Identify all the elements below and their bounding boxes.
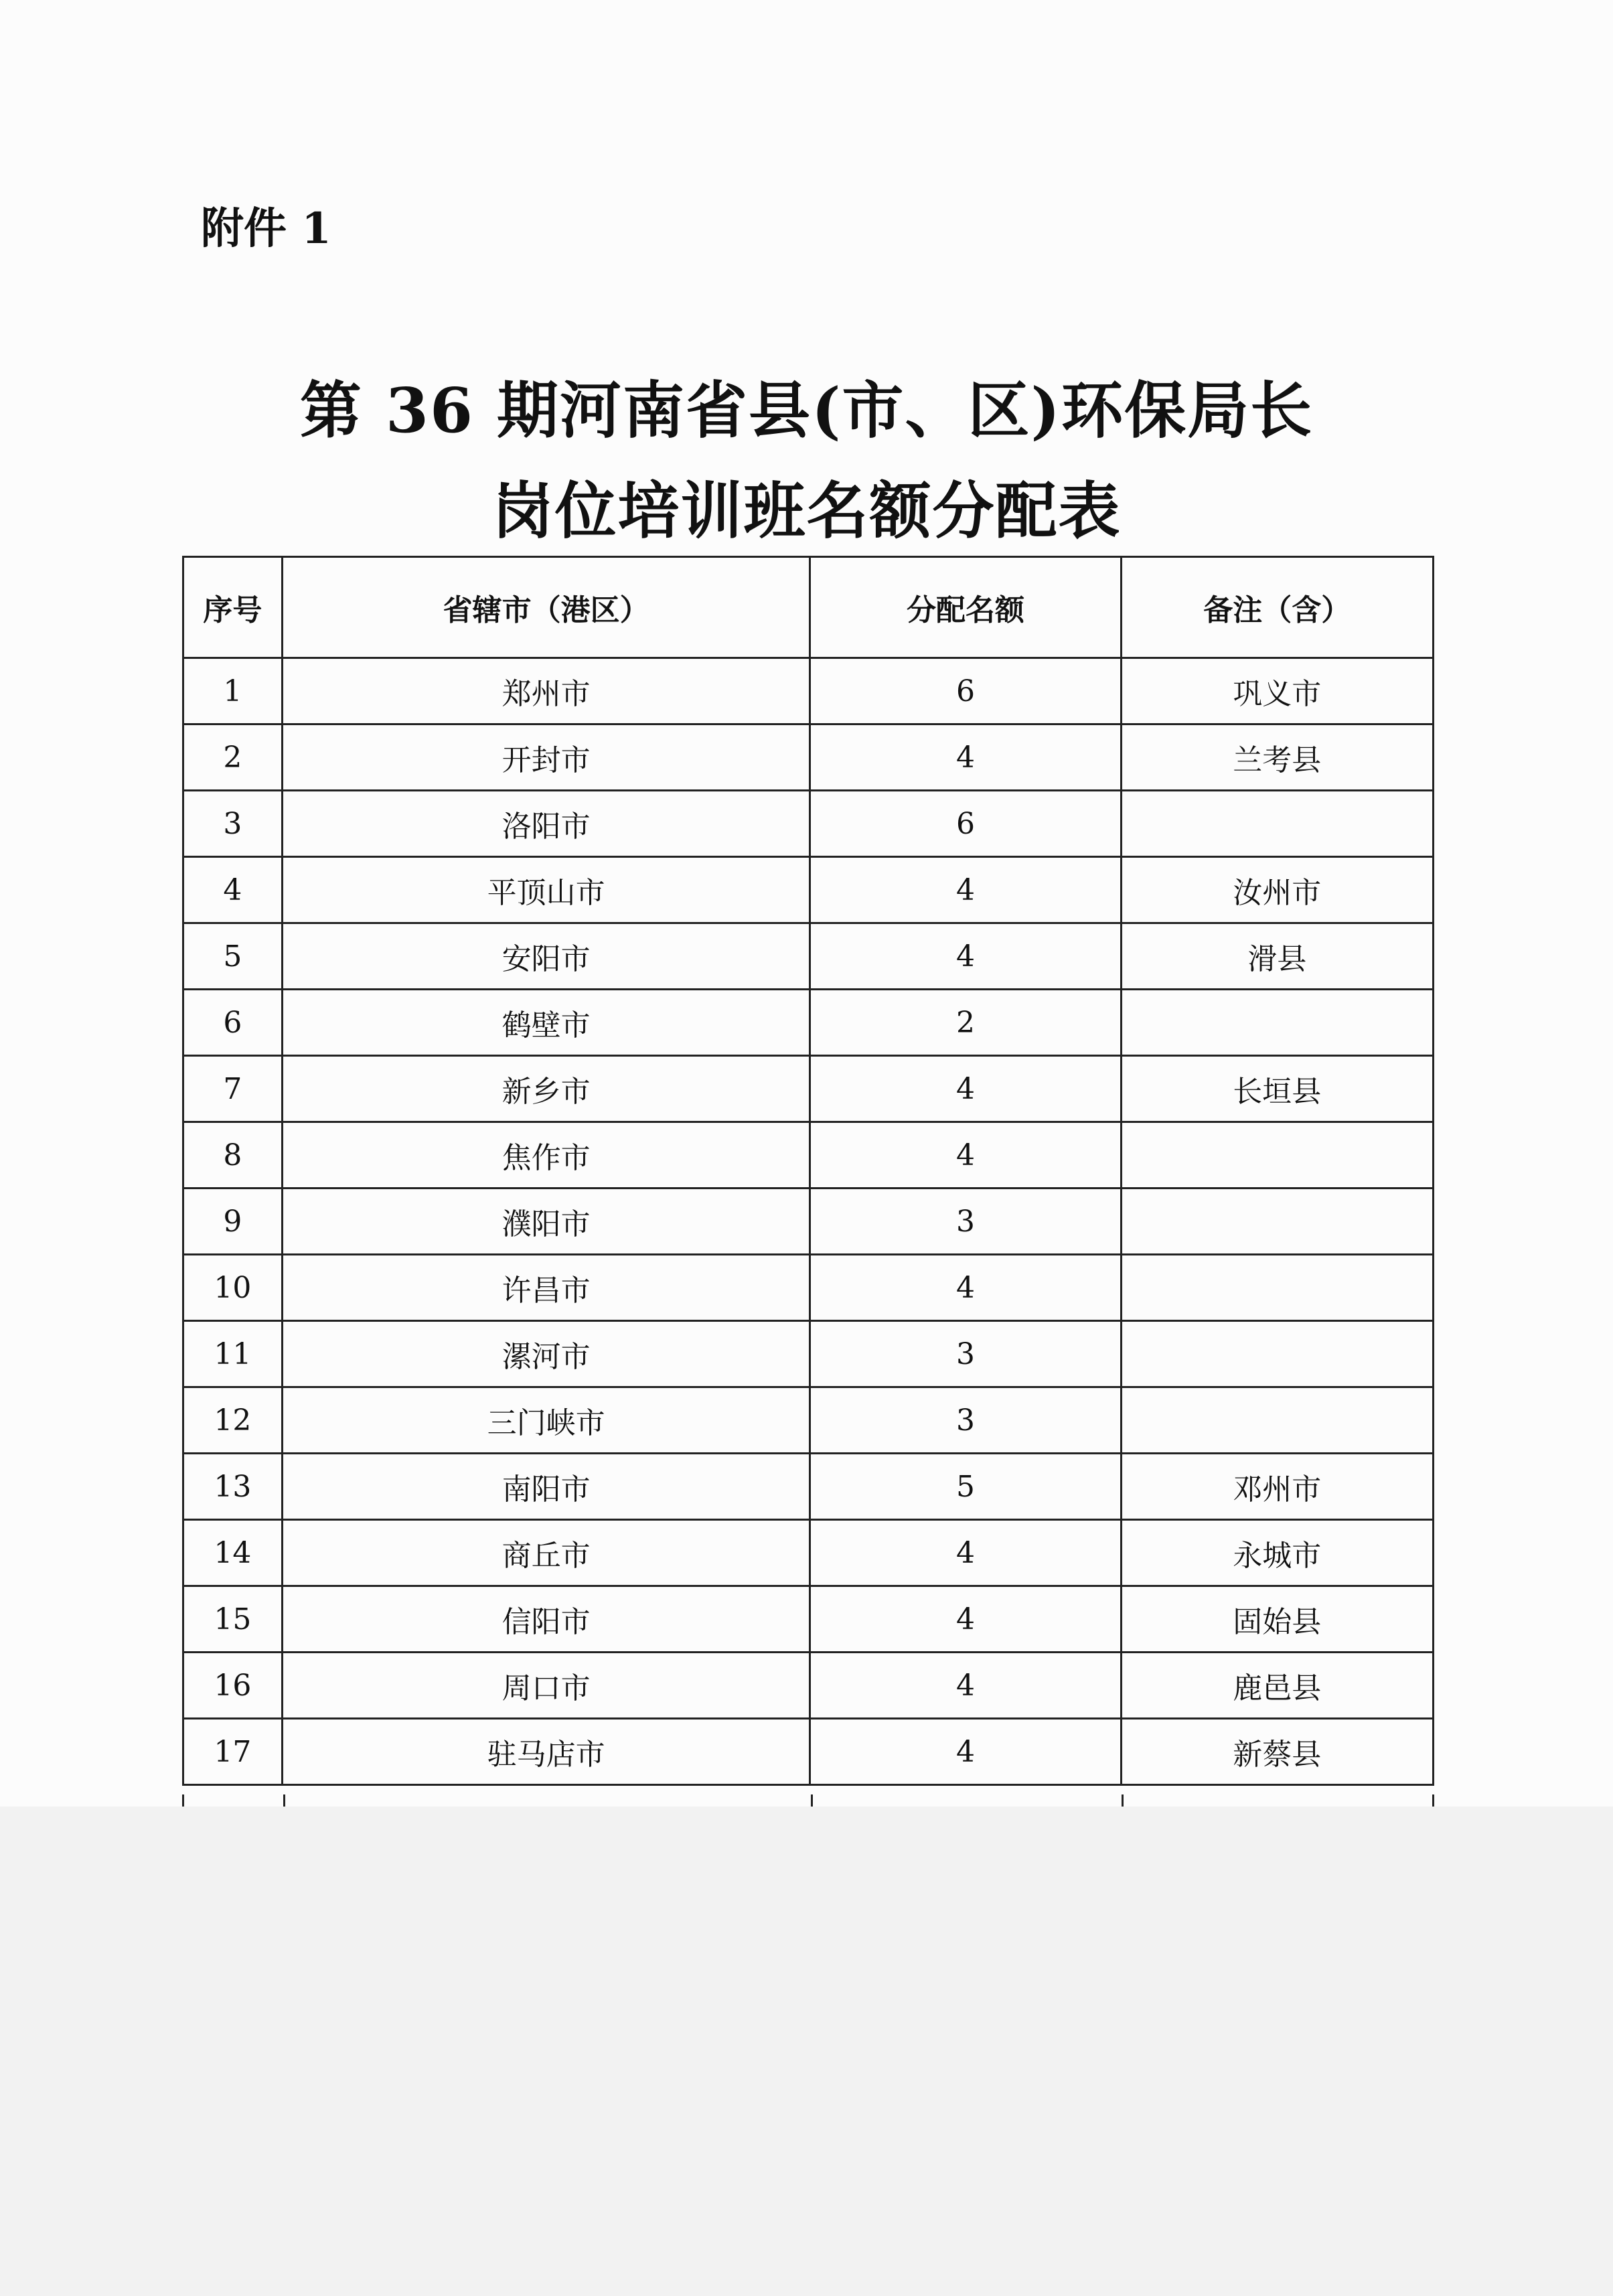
cell-serial-number: 12 [183, 1387, 283, 1454]
cell-quota: 4 [810, 1056, 1121, 1122]
cell-city: 安阳市 [282, 923, 810, 990]
cell-quota: 3 [810, 1321, 1121, 1387]
table-row [183, 1719, 1434, 1785]
cell-city: 漯河市 [282, 1321, 810, 1387]
cell-quota: 3 [810, 1189, 1121, 1255]
cell-note: 兰考县 [1121, 724, 1433, 791]
cell-note: 永城市 [1121, 1520, 1433, 1586]
attachment-label: 附件 1 [201, 204, 331, 254]
table-row [183, 1387, 1434, 1454]
table-continuation-edge [182, 1794, 1434, 1807]
cell-note [1121, 1122, 1433, 1189]
cell-city: 南阳市 [282, 1454, 810, 1520]
document-title-line-2: 岗位培训班名额分配表 [491, 475, 1122, 547]
table-row [183, 658, 1434, 724]
cell-quota: 4 [810, 857, 1121, 923]
header-quota: 分配名额 [810, 557, 1121, 658]
column-divider [811, 1794, 813, 1807]
table-row [183, 724, 1434, 791]
table-row [183, 1255, 1434, 1321]
cell-note: 邓州市 [1121, 1454, 1433, 1520]
cell-note: 固始县 [1121, 1586, 1433, 1653]
cell-serial-number: 4 [183, 857, 283, 923]
cell-serial-number: 15 [183, 1586, 283, 1653]
cell-city: 焦作市 [282, 1122, 810, 1189]
cell-note: 长垣县 [1121, 1056, 1433, 1122]
table-row [183, 857, 1434, 923]
table-row [183, 1520, 1434, 1586]
cell-note: 汝州市 [1121, 857, 1433, 923]
cell-note [1121, 1189, 1433, 1255]
cell-city: 洛阳市 [282, 791, 810, 857]
cell-note [1121, 1321, 1433, 1387]
table-row [183, 791, 1434, 857]
cell-city: 驻马店市 [282, 1719, 810, 1785]
cell-quota: 6 [810, 791, 1121, 857]
cell-city: 许昌市 [282, 1255, 810, 1321]
table-row [183, 1586, 1434, 1653]
cell-note: 新蔡县 [1121, 1719, 1433, 1785]
cell-city: 商丘市 [282, 1520, 810, 1586]
cell-quota: 6 [810, 658, 1121, 724]
cell-quota: 4 [810, 724, 1121, 791]
cell-note [1121, 791, 1433, 857]
table-row [183, 1189, 1434, 1255]
cell-city: 开封市 [282, 724, 810, 791]
cell-serial-number: 10 [183, 1255, 283, 1321]
cell-serial-number: 5 [183, 923, 283, 990]
cell-note [1121, 1255, 1433, 1321]
table-row [183, 1056, 1434, 1122]
cell-note: 滑县 [1121, 923, 1433, 990]
table-row [183, 990, 1434, 1056]
cell-quota: 4 [810, 923, 1121, 990]
cell-serial-number: 6 [183, 990, 283, 1056]
cell-serial-number: 13 [183, 1454, 283, 1520]
cell-city: 郑州市 [282, 658, 810, 724]
table-row [183, 923, 1434, 990]
table-row [183, 1653, 1434, 1719]
cell-serial-number: 16 [183, 1653, 283, 1719]
cell-serial-number: 3 [183, 791, 283, 857]
cell-serial-number: 2 [183, 724, 283, 791]
cell-note: 巩义市 [1121, 658, 1433, 724]
cell-serial-number: 14 [183, 1520, 283, 1586]
cell-serial-number: 17 [183, 1719, 283, 1785]
cell-serial-number: 8 [183, 1122, 283, 1189]
header-city: 省辖市（港区） [282, 557, 810, 658]
cell-city: 鹤壁市 [282, 990, 810, 1056]
cell-quota: 2 [810, 990, 1121, 1056]
cell-city: 周口市 [282, 1653, 810, 1719]
column-divider [283, 1794, 285, 1807]
cell-city: 信阳市 [282, 1586, 810, 1653]
cell-quota: 4 [810, 1586, 1121, 1653]
cell-city: 平顶山市 [282, 857, 810, 923]
table-row [183, 1321, 1434, 1387]
cell-city: 新乡市 [282, 1056, 810, 1122]
document-title-line-1: 第 36 期河南省县(市、区)环保局长 [299, 374, 1314, 447]
cell-note [1121, 990, 1433, 1056]
page-blank-area [0, 1807, 1613, 2296]
header-serial-number: 序号 [183, 557, 283, 658]
cell-serial-number: 7 [183, 1056, 283, 1122]
cell-quota: 5 [810, 1454, 1121, 1520]
cell-quota: 4 [810, 1719, 1121, 1785]
cell-quota: 4 [810, 1520, 1121, 1586]
cell-quota: 4 [810, 1255, 1121, 1321]
cell-serial-number: 9 [183, 1189, 283, 1255]
cell-note [1121, 1387, 1433, 1454]
table-row [183, 1122, 1434, 1189]
quota-allocation-table [182, 556, 1434, 1786]
header-note: 备注（含） [1121, 557, 1433, 658]
cell-quota: 4 [810, 1122, 1121, 1189]
table-header-row [183, 557, 1434, 658]
column-divider [1122, 1794, 1124, 1807]
cell-serial-number: 1 [183, 658, 283, 724]
cell-serial-number: 11 [183, 1321, 283, 1387]
cell-quota: 3 [810, 1387, 1121, 1454]
cell-city: 三门峡市 [282, 1387, 810, 1454]
cell-city: 濮阳市 [282, 1189, 810, 1255]
cell-note: 鹿邑县 [1121, 1653, 1433, 1719]
table-row [183, 1454, 1434, 1520]
cell-quota: 4 [810, 1653, 1121, 1719]
